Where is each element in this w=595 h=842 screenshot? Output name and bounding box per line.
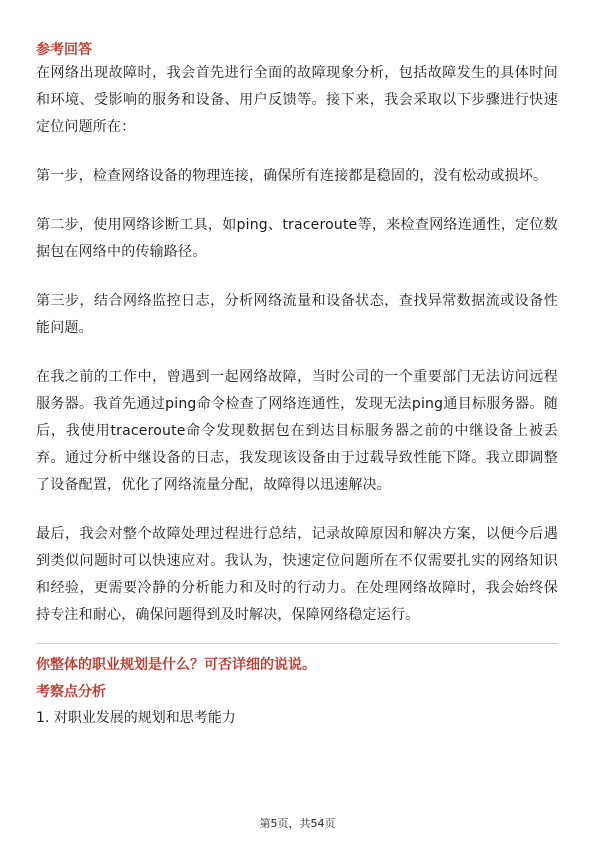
answer-paragraph-step3: 第三步，结合网络监控日志，分析网络流量和设备状态，查找异常数据流或设备性能问题。 — [36, 293, 558, 336]
analysis-label: 考察点分析 — [36, 684, 106, 700]
answer-paragraph-summary: 最后，我会对整个故障处理过程进行总结，记录故障原因和解决方案，以便今后遇到类似问题时可以快速应对。我认为，快速定位问题所在不仅需要扎实的网络知识和经验，更需要冷静的分析能力和及时的行动力。在处理网络故障时，我会始终保持专注和耐心，确保问题得到及时解决，保障网络稳定运行。 — [36, 526, 558, 623]
paragraph-gap — [36, 266, 558, 288]
page-content — [36, 40, 558, 730]
page-footer: 第5页，共54页 — [259, 817, 336, 830]
paragraph-gap — [36, 499, 558, 521]
next-question-heading: 你整体的职业规划是什么？可否详细的说说。 — [36, 657, 316, 673]
paragraph-gap — [36, 141, 558, 163]
section-divider — [36, 643, 558, 644]
paragraph-gap — [36, 190, 558, 212]
paragraph-gap — [36, 342, 558, 364]
answer-label: 参考回答 — [36, 42, 92, 58]
analysis-list-item: 1. 对职业发展的规划和思考能力 — [36, 710, 236, 726]
answer-paragraph-intro: 在网络出现故障时，我会首先进行全面的故障现象分析，包括故障发生的具体时间和环境、受影响的服务和设备、用户反馈等。接下来，我会采取以下步骤进行快速定位问题所在： — [36, 65, 558, 135]
answer-paragraph-step2: 第二步，使用网络诊断工具，如ping、traceroute等，来检查网络连通性，定位数据包在网络中的传输路径。 — [36, 217, 558, 260]
answer-paragraph-step1: 第一步，检查网络设备的物理连接，确保所有连接都是稳固的，没有松动或损坏。 — [36, 168, 548, 184]
answer-paragraph-example: 在我之前的工作中，曾遇到一起网络故障，当时公司的一个重要部门无法访问远程服务器。我首先通过ping命令检查了网络连通性，发现无法ping通目标服务器。随后，我使用traceroute命令发现数据包在到达目标服务器之前的中继设备上被丢弃。通过分析中继设备的日志，我发现该设备由于过载导致性能下降。我立即调整了设备配置，优化了网络流量分配，故障得以迅速解决。 — [36, 369, 558, 493]
